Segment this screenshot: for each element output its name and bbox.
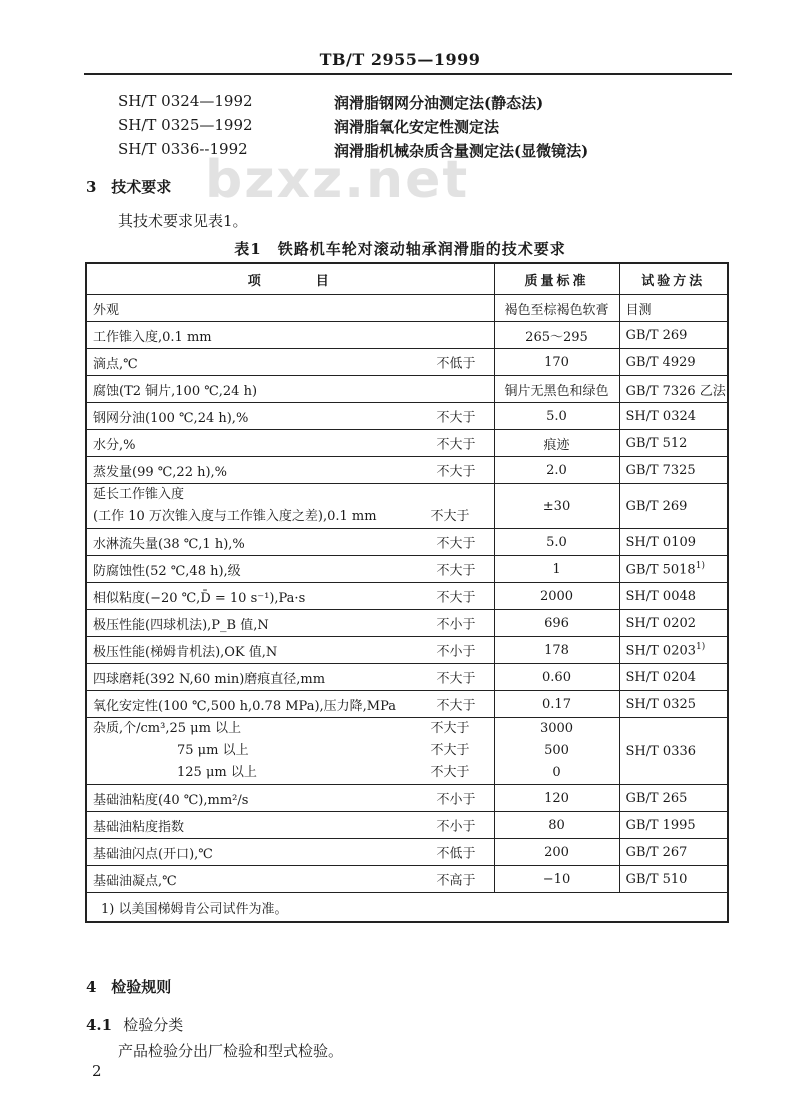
limit-label: 不小于 — [436, 792, 476, 808]
table-row — [86, 295, 728, 322]
item-cell — [86, 457, 494, 484]
method-cell — [619, 556, 728, 583]
item-cell — [86, 556, 494, 583]
section-number: 3 — [86, 178, 97, 196]
standard-cell: 265～295 — [494, 322, 619, 349]
standard-cell: 170 — [494, 349, 619, 376]
item-cell — [86, 322, 494, 349]
method-cell: GB/T 4929 — [619, 349, 728, 376]
table-row — [86, 866, 728, 893]
item-cell — [86, 691, 494, 718]
standard-cell: 120 — [494, 785, 619, 812]
limit-label: 不小于 — [436, 819, 476, 835]
table-row — [86, 785, 728, 812]
table-row — [86, 691, 728, 718]
standard-value: 500 — [544, 743, 569, 758]
standard-cell: ±30 — [494, 484, 619, 529]
table-row — [86, 610, 728, 637]
item-cell — [86, 637, 494, 664]
item-label: 75 μm 以上 — [177, 743, 249, 758]
table-header-row — [86, 263, 728, 295]
standard-cell: 5.0 — [494, 529, 619, 556]
limit-label: 不大于 — [436, 563, 476, 579]
item-cell — [86, 583, 494, 610]
limit-label: 不大于 — [436, 671, 476, 687]
limit-label: 不大于 — [436, 437, 476, 453]
standard-code: SH/T 0325—1992 — [118, 116, 253, 134]
item-label: 基础油粘度指数 — [93, 819, 185, 835]
item-label: 125 μm 以上 — [177, 765, 257, 780]
item-label: 杂质,个/cm³,25 μm 以上 — [93, 721, 242, 736]
method-code: SH/T 0203 — [625, 643, 697, 659]
method-cell: GB/T 265 — [619, 785, 728, 812]
item-cell — [86, 785, 494, 812]
table-row — [86, 637, 728, 664]
standard-cell: 80 — [494, 812, 619, 839]
standard-cell: 0.60 — [494, 664, 619, 691]
method-cell — [619, 637, 728, 664]
limit-label: 不大于 — [436, 536, 476, 552]
standard-name: 润滑脂钢网分油测定法(静态法) — [334, 94, 544, 112]
item-label: 基础油闪点(开口),℃ — [93, 846, 213, 862]
item-label: 氧化安定性(100 ℃,500 h,0.78 MPa),压力降,MPa — [93, 698, 397, 714]
section-3-text: 其技术要求见表1。 — [118, 212, 248, 230]
item-label: 极压性能(梯姆肯机法),OK 值,N — [93, 644, 278, 660]
standard-value: 0 — [552, 765, 561, 780]
item-label: 相似粘度(−20 ℃,D̄ = 10 s⁻¹),Pa·s — [93, 590, 306, 606]
table-row — [86, 529, 728, 556]
section-3-heading — [86, 176, 171, 197]
item-label: 滴点,℃ — [93, 356, 138, 372]
limit-label: 不大于 — [430, 765, 470, 780]
limit-label: 不小于 — [436, 644, 476, 660]
standard-name: 润滑脂氧化安定性测定法 — [334, 118, 500, 136]
item-label: 四球磨耗(392 N,60 min)磨痕直径,mm — [93, 671, 326, 687]
standard-cell: 2000 — [494, 583, 619, 610]
table-row — [86, 376, 728, 403]
method-cell: SH/T 0204 — [619, 664, 728, 691]
standard-cell: −10 — [494, 866, 619, 893]
item-label-continued — [93, 506, 488, 528]
item-cell — [86, 718, 494, 785]
section-4-1-heading — [86, 1014, 183, 1035]
table-row — [86, 484, 728, 529]
section-title: 技术要求 — [111, 178, 172, 196]
item-label: 外观 — [93, 302, 120, 318]
table-row — [86, 322, 728, 349]
spec-table — [85, 262, 729, 923]
item-label: 水分,% — [93, 437, 136, 453]
method-cell: GB/T 7325 — [619, 457, 728, 484]
limit-label: 不大于 — [436, 410, 476, 426]
section-4-heading — [86, 976, 171, 997]
table-caption: 表1 铁路机车轮对滚动轴承润滑脂的技术要求 — [234, 240, 566, 258]
table-row — [86, 839, 728, 866]
item-cell — [86, 295, 494, 322]
document-code: TB/T 2955—1999 — [319, 50, 481, 69]
standard-cell: 0.17 — [494, 691, 619, 718]
table-row — [86, 403, 728, 430]
item-label-line2: (工作 10 万次锥入度与工作锥入度之差),0.1 mm — [93, 509, 377, 524]
item-label: 水淋流失量(38 ℃,1 h),% — [93, 536, 245, 552]
standard-cell: 5.0 — [494, 403, 619, 430]
table-row — [86, 457, 728, 484]
item-label: 基础油凝点,℃ — [93, 873, 177, 889]
method-cell: GB/T 269 — [619, 484, 728, 529]
watermark: bzxz.net — [205, 150, 470, 210]
item-label: 蒸发量(99 ℃,22 h),% — [93, 464, 228, 480]
item-cell — [86, 839, 494, 866]
item-cell — [86, 430, 494, 457]
method-cell: 目测 — [619, 295, 728, 322]
item-cell — [86, 610, 494, 637]
item-cell — [86, 664, 494, 691]
method-cell: SH/T 0325 — [619, 691, 728, 718]
method-cell: GB/T 512 — [619, 430, 728, 457]
table-row — [86, 556, 728, 583]
method-cell: GB/T 269 — [619, 322, 728, 349]
section-4-1-text: 产品检验分出厂检验和型式检验。 — [118, 1042, 344, 1060]
method-cell: GB/T 1995 — [619, 812, 728, 839]
limit-label: 不高于 — [436, 873, 476, 889]
method-cell: GB/T 7326 乙法 — [619, 376, 728, 403]
col-header-standard: 质量标准 — [494, 263, 619, 295]
standard-code: SH/T 0336--1992 — [118, 140, 248, 158]
item-label: 基础油粘度(40 ℃),mm²/s — [93, 792, 249, 808]
table-footnote: 1) 以美国梯姆肯公司试件为准。 — [86, 893, 728, 923]
footnote-marker: 1) — [695, 560, 705, 571]
standard-name: 润滑脂机械杂质含量测定法(显微镜法) — [334, 142, 589, 160]
method-cell: SH/T 0109 — [619, 529, 728, 556]
table-row — [86, 430, 728, 457]
standard-cell: 2.0 — [494, 457, 619, 484]
standard-cell: 褐色至棕褐色软膏 — [494, 295, 619, 322]
standard-cell: 696 — [494, 610, 619, 637]
footnote-marker: 1) — [696, 641, 706, 652]
limit-label: 不大于 — [436, 464, 476, 480]
method-cell: GB/T 267 — [619, 839, 728, 866]
limit-label: 不低于 — [436, 846, 476, 862]
section-title: 检验规则 — [111, 978, 172, 996]
item-label: 钢网分油(100 ℃,24 h),% — [93, 410, 249, 426]
method-cell: SH/T 0336 — [619, 718, 728, 785]
method-cell: SH/T 0324 — [619, 403, 728, 430]
item-cell — [86, 866, 494, 893]
table-row — [86, 664, 728, 691]
table-row — [86, 718, 728, 785]
limit-label: 不大于 — [436, 590, 476, 606]
impurity-line — [93, 718, 488, 740]
limit-label: 不大于 — [436, 698, 476, 714]
impurity-line — [93, 762, 488, 784]
table-footnote-row — [86, 893, 728, 923]
item-label: 极压性能(四球机法),P_B 值,N — [93, 617, 269, 633]
method-cell: SH/T 0048 — [619, 583, 728, 610]
standard-cell: 铜片无黑色和绿色 — [494, 376, 619, 403]
item-label: 腐蚀(T2 铜片,100 ℃,24 h) — [93, 383, 258, 399]
section-title: 检验分类 — [123, 1016, 184, 1034]
table-row — [86, 583, 728, 610]
item-cell — [86, 484, 494, 529]
method-cell: SH/T 0202 — [619, 610, 728, 637]
limit-label: 不大于 — [430, 721, 470, 736]
impurity-line — [93, 740, 488, 762]
standard-cell: 1 — [494, 556, 619, 583]
header-rule — [84, 73, 732, 75]
item-label: 工作锥入度,0.1 mm — [93, 329, 212, 345]
item-cell — [86, 812, 494, 839]
limit-label: 不大于 — [430, 743, 470, 758]
standard-cell: 178 — [494, 637, 619, 664]
standard-value: 3000 — [539, 721, 574, 736]
section-number: 4 — [86, 978, 97, 996]
item-cell — [86, 349, 494, 376]
page-number: 2 — [92, 1062, 102, 1080]
table-row — [86, 349, 728, 376]
method-code: GB/T 5018 — [625, 562, 696, 578]
col-header-item: 项 目 — [86, 263, 494, 295]
limit-label: 不小于 — [436, 617, 476, 633]
item-cell — [86, 529, 494, 556]
section-number: 4.1 — [86, 1016, 113, 1034]
item-cell — [86, 376, 494, 403]
item-label: 延长工作锥入度 — [93, 487, 185, 502]
method-cell: GB/T 510 — [619, 866, 728, 893]
limit-label: 不大于 — [430, 509, 470, 524]
table-row — [86, 812, 728, 839]
limit-label: 不低于 — [436, 356, 476, 372]
standard-cell — [494, 718, 619, 785]
item-label: 防腐蚀性(52 ℃,48 h),级 — [93, 563, 241, 579]
item-cell — [86, 403, 494, 430]
standard-code: SH/T 0324—1992 — [118, 92, 253, 110]
standard-cell: 200 — [494, 839, 619, 866]
col-header-method: 试验方法 — [619, 263, 728, 295]
standard-cell: 痕迹 — [494, 430, 619, 457]
